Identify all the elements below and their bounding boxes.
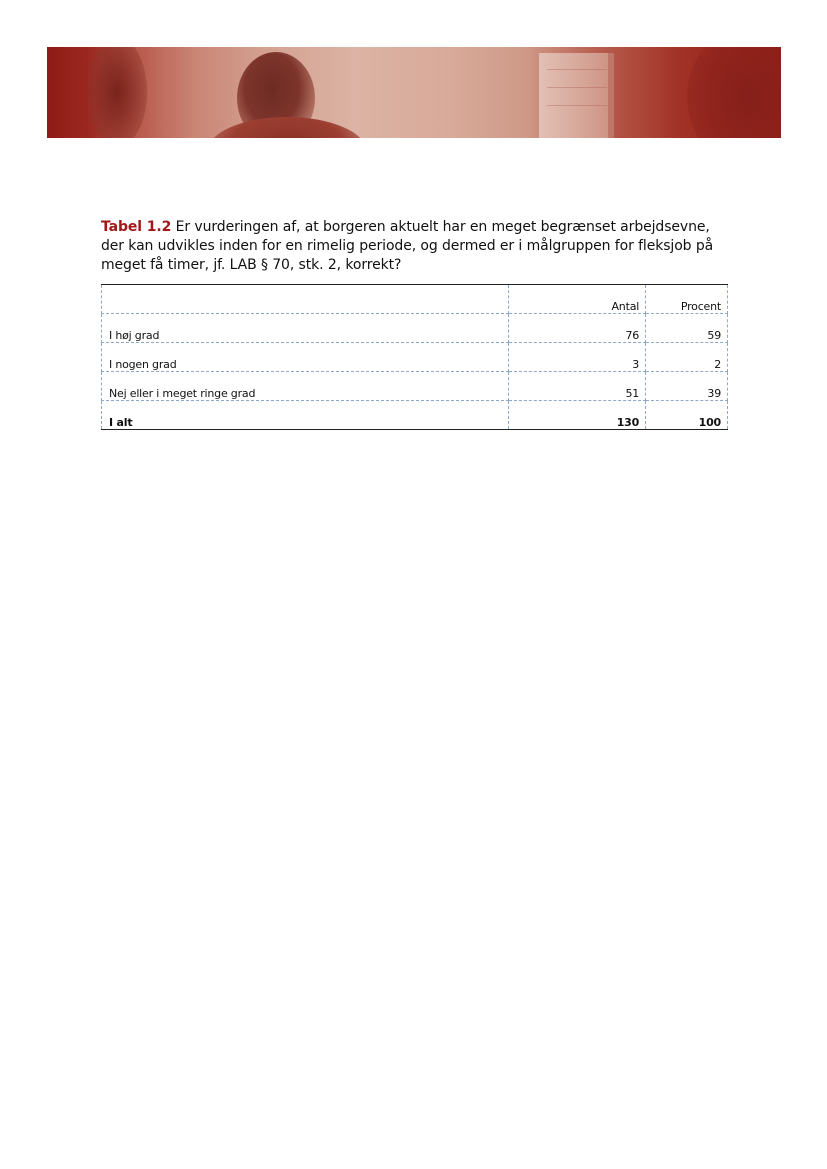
data-table bbox=[101, 284, 728, 430]
banner-shade-right bbox=[687, 47, 781, 138]
row-procent: 2 bbox=[646, 343, 728, 372]
banner-person-shoulder bbox=[207, 117, 367, 138]
total-antal: 130 bbox=[508, 401, 646, 430]
table-total-row bbox=[102, 401, 728, 430]
table-caption-label: Tabel 1.2 bbox=[101, 219, 172, 235]
header-cell-procent: Procent bbox=[646, 285, 728, 314]
banner-shade-left bbox=[87, 47, 147, 138]
total-label: I alt bbox=[102, 401, 509, 430]
table-caption-text: Er vurderingen af, at borgeren aktuelt har en meget begrænset arbejdsevne, der kan udvikles inden for en rimelig periode, og dermed er i målgruppen for fleksjob på meget få timer, jf. LAB § 70, stk. 2, korrekt? bbox=[101, 219, 714, 273]
row-label: Nej eller i meget ringe grad bbox=[102, 372, 509, 401]
table-caption bbox=[101, 218, 731, 275]
header-banner-photo bbox=[47, 47, 781, 138]
table-row bbox=[102, 314, 728, 343]
row-antal: 3 bbox=[508, 343, 646, 372]
banner-monitor-line bbox=[547, 87, 607, 88]
banner-monitor-line bbox=[547, 105, 607, 106]
banner-monitor-line bbox=[547, 69, 607, 70]
row-antal: 76 bbox=[508, 314, 646, 343]
header-cell-category bbox=[102, 285, 509, 314]
table-row bbox=[102, 372, 728, 401]
banner-monitor bbox=[539, 53, 614, 138]
total-procent: 100 bbox=[646, 401, 728, 430]
row-procent: 59 bbox=[646, 314, 728, 343]
header-cell-antal: Antal bbox=[508, 285, 646, 314]
row-antal: 51 bbox=[508, 372, 646, 401]
table-row bbox=[102, 343, 728, 372]
row-label: I nogen grad bbox=[102, 343, 509, 372]
row-label: I høj grad bbox=[102, 314, 509, 343]
table-header-row bbox=[102, 285, 728, 314]
row-procent: 39 bbox=[646, 372, 728, 401]
